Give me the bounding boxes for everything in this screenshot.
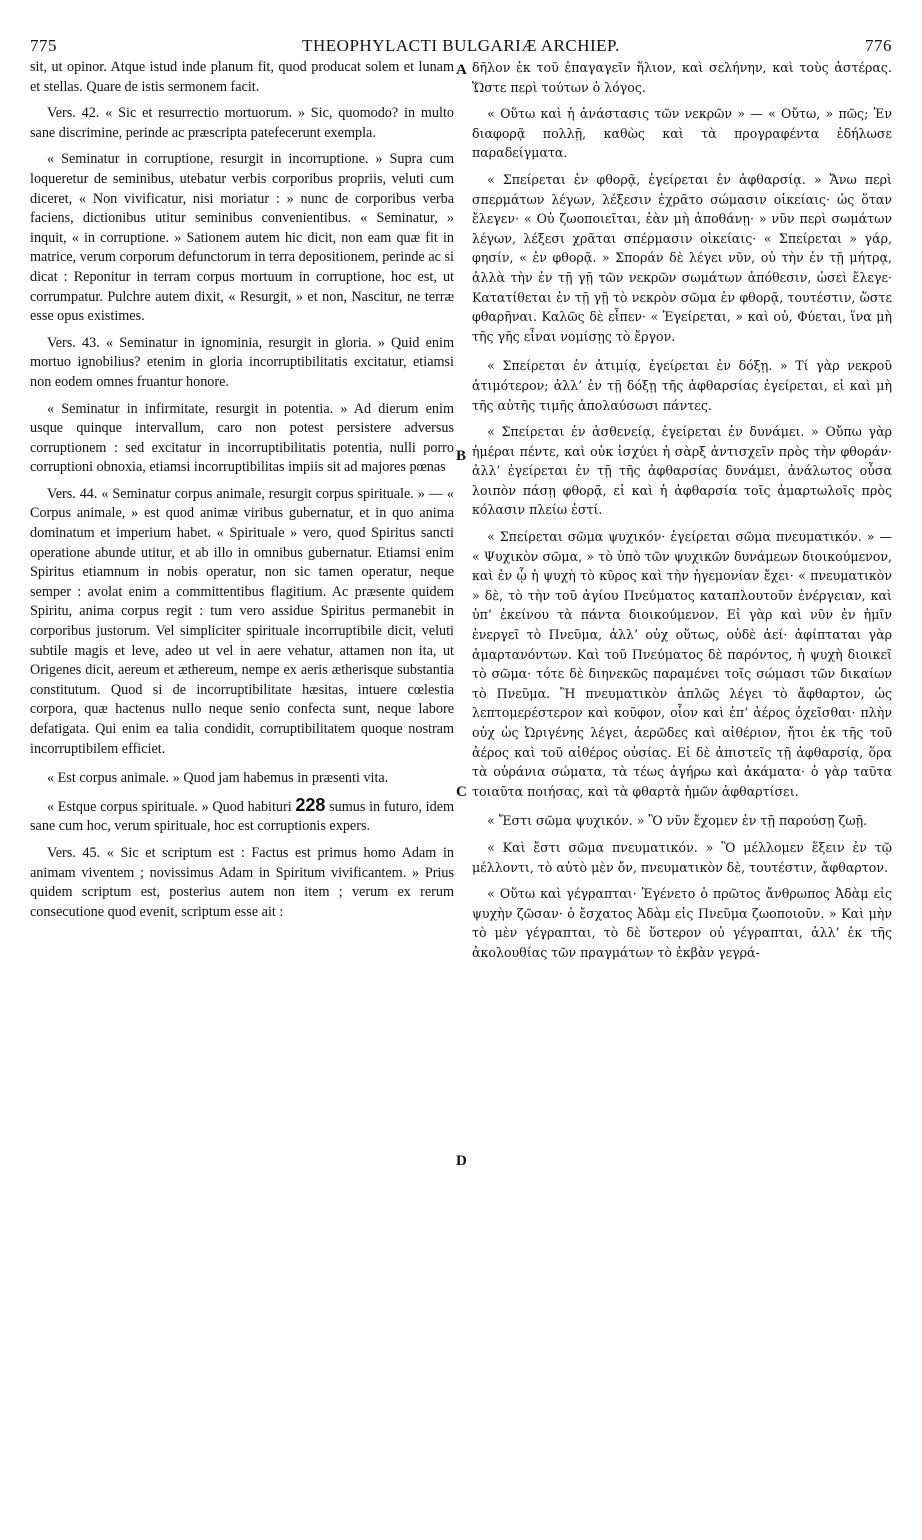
latin-paragraph: Vers. 45. « Sic et scriptum est : Factus est primus homo Adam in animam viventem ; novissimus Adam in Spiritum vivificantem. » Prius quidem scriptum est, posterius autem non item ; verum ex rerum consecutione quod evenit, scriptum esse ait : [30, 844, 454, 920]
section-marker-b: B [456, 448, 467, 464]
greek-paragraph: « Καὶ ἔστι σῶμα πνευματικόν. » Ὃ μέλλομεν ἕξειν ἐν τῷ μέλλοντι, τὸ αὐτὸ μὲν ὄν, πνευματικὸν δὲ, τουτέστιν, ἄφθαρτον. [472, 839, 892, 875]
greek-paragraph: δῆλον ἐκ τοῦ ἐπαγαγεῖν ἥλιον, καὶ σελήνην, καὶ τοὺς ἀστέρας. Ὥστε περὶ τούτων ὁ λόγος. [472, 60, 892, 95]
latin-paragraph: « Seminatur in infirmitate, resurgit in potentia. » Ad dierum enim usque quinque intervallum, caro non potest persistere adversus corruptionem : sed excitatur in incorruptibilitatis potentia, nulli porro corruptioni obnoxia, etiamsi incorruptibilitas impiis sit ad majores pœnas [30, 400, 454, 476]
greek-paragraph: « Ἔστι σῶμα ψυχικόν. » Ὃ νῦν ἔχομεν ἐν τῇ παρούσῃ ζωῇ. [487, 813, 868, 829]
latin-paragraph: « Seminatur in corruptione, resurgit in incorruptione. » Supra cum loqueretur de seminibus, utebatur verbis corporibus propriis, veluti cum diceret, « Non vivificatur, nisi moriatur : » nunc de corporibus verba faciens, dictionibus utitur seminibus convenientibus. « Seminatur, » inquit, « in corruptione. » Sationem autem hic dicit, non eam quæ fit in matrice, verum corporum defunctorum in terra depositionem, perinde ac si dicat : Reponitur in terram corpus mortuum in corruptione, hoc est, ut corrumpatur. Pulchre autem dixit, « Resurgit, » et non, Nascitur, ne terræ esse opus existimes. [30, 151, 454, 325]
page-number-left: 775 [30, 36, 57, 55]
latin-text: sumus in futuro, idem sane cum hoc, verum spirituale, hoc est corruptionis expers. [30, 798, 455, 835]
latin-paragraph: « Est corpus animale. » Quod jam habemus in præsenti vita. [47, 770, 389, 787]
running-header [30, 36, 892, 60]
greek-paragraph: « Σπείρεται ἐν φθορᾷ, ἐγείρεται ἐν ἀφθαρσίᾳ. » Ἄνω περὶ σπερμάτων λέγων, λέξεσιν ἐχρᾶτο σώμασιν οἰκείαις· ὡς ὅταν ἔλεγεν· « Οὐ ζωοποιεῖται, ἐὰν μὴ ἀποθάνῃ· » νῦν περὶ σωμάτων λέγων, λέξεσι χρᾶται σπέρμασιν οἰκείαις· « Σπείρεται » γάρ, φησίν, « ἐν φθορᾷ. » Σποράν δὲ λέγει νῦν, οὐ τὴν ἐν τῇ μήτρᾳ, ἀλλὰ τὴν ἐν τῇ γῇ τῶν νεκρῶν σωμάτων ἀπόθεσιν, ὡσεὶ ἔλεγε· Κατατίθεται ἐν τῇ γῇ τὸ νεκρὸν σῶμα ἐν φθορᾷ, τουτέστιν, ὥστε φθαρῆναι. Καλῶς δὲ εἶπεν· « Ἐγείρεται, » καὶ οὐ, Φύεται, ἵνα μὴ τῆς γῆς εἶναι νομίσῃς τὸ ἔργον. [472, 171, 892, 344]
latin-paragraph: sit, ut opinor. Atque istud inde planum fit, quod producat solem et lunam et stellas. Quare de istis sermonem facit. [30, 59, 454, 95]
column-number: 228 [295, 794, 326, 815]
greek-paragraph: « Σπείρεται ἐν ἀτιμίᾳ, ἐγείρεται ἐν δόξῃ. » Τί γὰρ νεκροῦ ἀτιμότερον; ἀλλ’ ἐν τῇ δόξῃ τῆς ἀφθαρσίας ἐγείρεται, εἰ καὶ μὴ τῆς αὐτῆς τιμῆς ἀπολαύσωσι πάντες. [472, 358, 892, 413]
greek-column [472, 58, 892, 970]
greek-paragraph: « Οὕτω καὶ γέγραπται· Ἐγένετο ὁ πρῶτος ἄνθρωπος Ἀδὰμ εἰς ψυχὴν ζῶσαν· ὁ ἔσχατος Ἀδὰμ εἰς Πνεῦμα ζωοποιοῦν. » Καὶ μὴν τὸ μὲν γέγραπται, τὸ δὲ ὕστερον οὐ γέγραπται, ἀλλ’ ἐκ τῆς ἀκολουθίας τῶν πραγμάτων τὸ ἐκβὰν γεγρά- [472, 886, 892, 960]
greek-paragraph: « Σπείρεται ἐν ἀσθενείᾳ, ἐγείρεται ἐν δυνάμει. » Οὔπω γὰρ ἡμέραι πέντε, καὶ οὐκ ἰσχύει ἡ σὰρξ ἀντισχεῖν πρὸς τὴν φθοράν· ἀλλ’ ἐγείρεται ἐν τῇ τῆς ἀφθαρσίας δυνάμει, ἀνάλωτος οὖσα λοιπὸν πάσῃ φθορᾷ, εἰ καὶ ἡ ἀφθαρσία τοῖς ἁμαρτωλοῖς πρὸς κόλασιν πλείω ἐστί. [472, 424, 892, 518]
latin-column [30, 58, 454, 929]
section-marker-a: A [456, 62, 467, 78]
latin-paragraph: Vers. 42. « Sic et resurrectio mortuorum. » Sic, quomodo? in multo sane discrimine, perinde ac præscripta patefecerunt exempla. [30, 105, 454, 141]
greek-paragraph: « Σπείρεται σῶμα ψυχικόν· ἐγείρεται σῶμα πνευματικόν. » — « Ψυχικὸν σῶμα, » τὸ ὑπὸ τῶν ψυχικῶν δυνάμεων διοικούμενον, καὶ ἐν ᾧ ἡ ψυχὴ τὸ κῦρος καὶ τὴν ἡγεμονίαν ἔχει· « πνευματικὸν » δὲ, τὸ τὴν τοῦ ἁγίου Πνεύματος καταπλουτοῦν ἐνέργειαν, καὶ ὑπ’ ἐκείνου τὰ πάντα διοικούμενον. Εἰ γὰρ καὶ νῦν ἐν ἡμῖν ἐνεργεῖ τὸ Πνεῦμα, ἀλλ’ οὐχ οὕτως, οὐδὲ ἀεί· ἀφίπταται γὰρ ἁμαρτανόντων. Καὶ τοῦ Πνεύματος δὲ παρόντος, ἡ ψυχὴ διοικεῖ τὸ σῶμα· τότε δὲ διηνεκῶς παραμένει τοῖς σώμασι τῶν δικαίων τὸ Πνεῦμα. Ἢ πνευματικὸν ἁπλῶς λέγει τὸ ἄφθαρτον, ὡς λεπτομερέστερον καὶ κοῦφον, οἷον καὶ ἐπ’ ἀέρος ὀχεῖσθαι· πλὴν οὐχ ὡς Ὠριγένης λέγει, ἀερῶδες καὶ αἰθέριον, ἤτοι ἐκ τῆς τοῦ ἀέρος καὶ τοῦ αἰθέρος οὐσίας. Εἰ δὲ ἀπιστεῖς τῇ ἀφθαρσίᾳ, ὅρα τὰ οὐράνια σώματα, τὰ τέως ἀγήρω καὶ ἀκάματα· ὁ γὰρ ταῦτα τοιαῦτα ποιήσας, καὶ τὰ φθαρτὰ ἡμῶν ἀφθαρτίσει. [472, 529, 892, 799]
section-marker-c: C [456, 784, 467, 800]
page-number-right: 776 [865, 36, 892, 55]
greek-paragraph: « Οὕτω καὶ ἡ ἀνάστασις τῶν νεκρῶν » — « Οὕτω, » πῶς; Ἐν διαφορᾷ πολλῇ, καθὼς καὶ τὰ προγραφέντα ἐδήλωσε παραδείγματα. [472, 106, 892, 161]
latin-paragraph [30, 796, 454, 837]
latin-paragraph: Vers. 44. « Seminatur corpus animale, resurgit corpus spirituale. » — « Corpus animale, » est quod animæ viribus gubernatur, et in quo anima dominatum et imperium habet. « Spirituale » vero, quod Spiritus sancti operatione abunde utitur, et ab illo in omnibus gubernatur. Etiamsi enim Spiritus etiamnum in nobis operatur, non sic tamen operatur, neque semper : avolat enim a committentibus flagitium. Ac præsente quidem Spiritu, anima corpus regit : tum vero assidue Spiritus permanebit in corporibus justorum. Vel simpliciter spirituale incorruptibile dicit, veluti subtile magis et leve, adeo ut vel in aere vehatur, attamen non ita, ut Origenes dicit, aereum et æthereum, nempe ex aeris ætherisque substantia constitutum. Quod si de incorruptibilitate hæsitas, intuere cœlestia corpora, quæ hactenus nullo neque senio confecta sunt, neque labore defatigata. Qui enim ea talia condidit, corruptibilitatem quoque nostram incorruptibilem efficiet. [30, 485, 454, 757]
latin-paragraph: Vers. 43. « Seminatur in ignominia, resurgit in gloria. » Quid enim mortuo ignobilius? etenim in gloria incorruptibilitatis excitatur, etiamsi non eodem omnes fruantur honore. [30, 334, 454, 390]
section-marker-d: D [456, 1153, 467, 1169]
latin-text: « Estque corpus spirituale. » Quod habituri [47, 798, 292, 815]
running-title: THEOPHYLACTI BULGARIÆ ARCHIEP. [302, 36, 620, 55]
